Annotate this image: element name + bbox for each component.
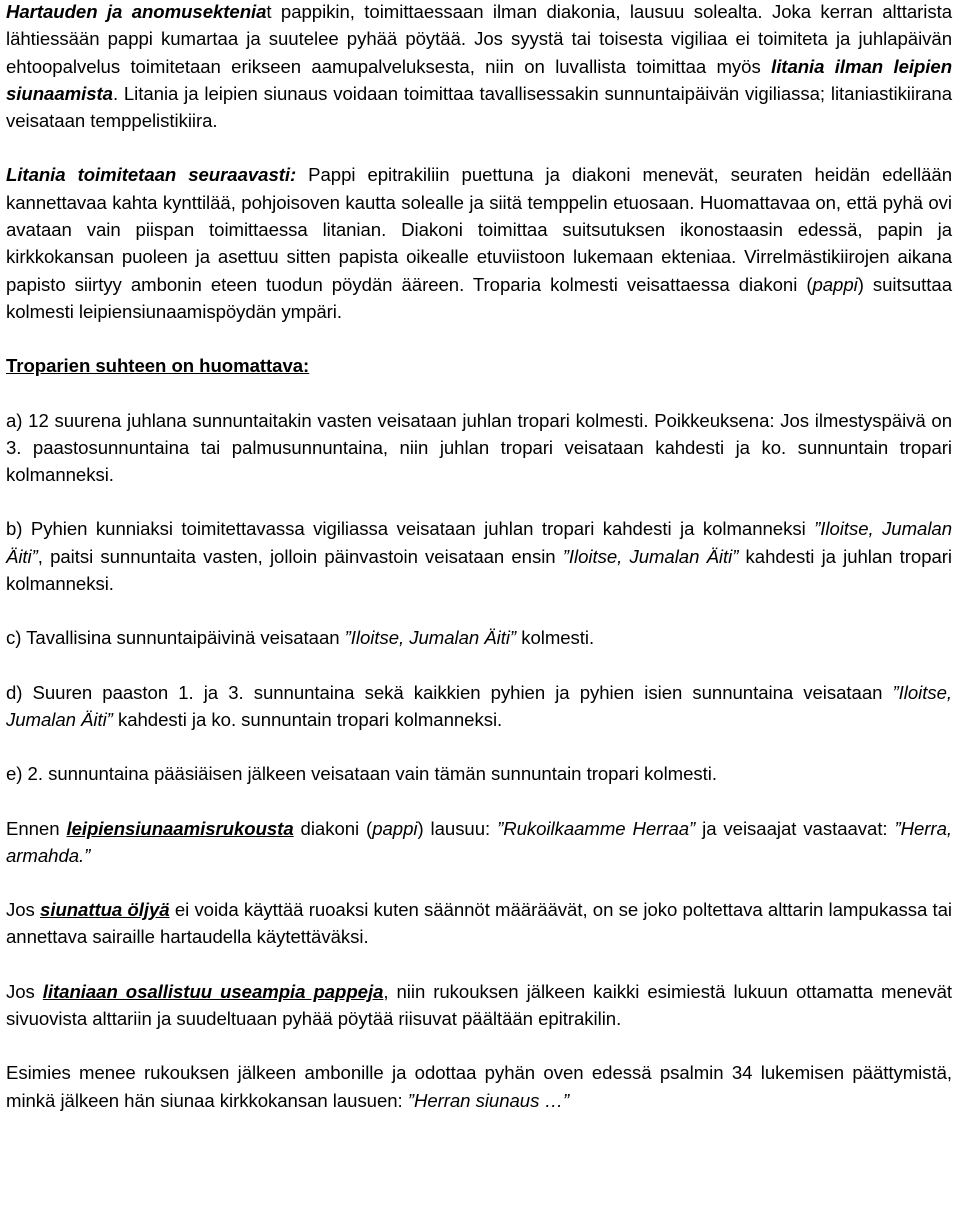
body-text: a) 12 suurena juhlana sunnuntaitakin vasten veisataan juhlan tropari kolmesti. Poikkeuksena: Jos ilmestyspäivä on 3. paastosunnuntaina tai palmusunnuntaina, niin juhlan tropari veisataan kahdesti ja ko. sunnuntain tropari kolmanneksi. xyxy=(6,409,952,486)
body-text: e) 2. sunnuntaina pääsiäisen jälkeen veisataan vain tämän sunnuntain tropari kolmesti. xyxy=(6,763,717,785)
body-text: diakoni ( xyxy=(293,817,373,839)
italic-text: ”Iloitse, Jumalan Äiti” xyxy=(562,545,739,567)
body-text: b) Pyhien kunniaksi toimitettavassa vigiliassa veisataan juhlan tropari kahdesti ja kolmanneksi xyxy=(6,518,815,540)
body-text: Esimies menee rukouksen jälkeen ambonille ja odottaa pyhän oven edessä psalmin 34 lukemisen päättymistä, minkä jälkeen hän siunaa kirkkokansan lausuen: xyxy=(6,1062,952,1111)
italic-text: ”Iloitse, Jumalan Äiti” xyxy=(344,627,517,649)
body-text: , niin rukouksen jälkeen kaikki esimiestä lukuun ottamatta menevät sivuovista alttariin ja suudeltuaan pyhää pöytää riisuvat päältään epitrakilin. xyxy=(6,980,952,1030)
emphasis-text: leipiensiunaamisrukousta xyxy=(66,817,294,839)
list-item-e xyxy=(6,760,952,787)
list-item-c xyxy=(6,624,952,651)
emphasis-text: Hartauden ja anomusektenia xyxy=(6,1,267,22)
paragraph-dismissal xyxy=(6,1059,952,1114)
italic-text: ”Iloitse, Jumalan Äiti” xyxy=(6,681,952,730)
list-item-d xyxy=(6,679,952,734)
body-text: Ennen xyxy=(6,817,67,839)
body-text: Pappi epitrakiliin puettuna ja diakoni menevät, seuraten heidän edellään kannettavaa kahta kynttilää, pohjoisoven kautta solealle ja siitä temppelin etuosaan. Huomattavaa on, että pyhä ovi avataan vain piispan toimittaessa litanian. Diakoni toimittaa suitsutuksen ikonostaasin edessä, papin ja kirkkokansan puoleen ja asettuu sitten papista oikealle etuviistoon lukemaan ekteniaa. Virrelmästikiirojen aikana papisto siirtyy ambonin eteen tuodun pöydän ääreen. Troparia kolmesti veisattaessa diakoni ( xyxy=(6,164,952,295)
list-item-a xyxy=(6,407,952,489)
body-text: . Litania ja leipien siunaus voidaan toimittaa tavallisessakin sunnuntaipäivän vigiliassa; litaniastikiirana veisataan temppelistikiira. xyxy=(6,82,952,132)
italic-text: pappi xyxy=(812,273,858,295)
body-text: c) Tavallisina sunnuntaipäivinä veisataan xyxy=(6,627,345,649)
body-text: kolmesti. xyxy=(516,627,595,649)
body-text: d) Suuren paaston 1. ja 3. sunnuntaina sekä kaikkien pyhien ja pyhien isien sunnuntaina veisataan xyxy=(6,681,893,703)
body-text: ja veisaajat vastaavat: xyxy=(695,817,895,839)
italic-text: pappi xyxy=(372,817,418,839)
italic-text: ”Herran siunaus …” xyxy=(407,1089,570,1111)
emphasis-text: litania ilman leipien siunaamista xyxy=(6,55,952,104)
paragraph-litany-intro xyxy=(6,0,952,134)
paragraph-litany-order xyxy=(6,161,952,325)
italic-text: ”Iloitse, Jumalan Äiti” xyxy=(6,518,952,567)
heading-text: Troparien suhteen on huomattava: xyxy=(6,355,310,377)
body-text: ) lausuu: xyxy=(417,817,498,839)
document-page xyxy=(6,0,952,1114)
body-text: kahdesti ja ko. sunnuntain tropari kolmanneksi. xyxy=(112,708,503,730)
paragraph-multiple-priests xyxy=(6,978,952,1033)
body-text: t pappikin, toimittaessaan ilman diakonia, lausuu solealta. Joka kerran alttarista lähtiessään pappi kumartaa ja suutelee pyhää pöytää. Jos syystä tai toisesta vigiliaa ei toimiteta ja juhlapäivän ehtoopalvelus toimitetaan erikseen aamupalveluksesta, niin on luvallista toimittaa myös xyxy=(6,1,952,77)
body-text: ei voida käyttää ruoaksi kuten säännöt määräävät, on se joko poltettava alttarin lampukassa tai annettava sairaille hartaudella käytettäväksi. xyxy=(6,899,952,948)
list-item-b xyxy=(6,515,952,597)
paragraph-blessed-oil xyxy=(6,896,952,951)
body-text: Jos xyxy=(6,899,41,921)
section-heading xyxy=(6,352,952,379)
paragraph-bread-blessing-prayer xyxy=(6,815,952,870)
emphasis-text: Litania toimitetaan seuraavasti: xyxy=(6,164,297,186)
emphasis-text: litaniaan osallistuu useampia pappeja xyxy=(42,980,384,1002)
emphasis-text: siunattua öljyä xyxy=(40,899,170,921)
body-text: kahdesti ja juhlan tropari kolmanneksi. xyxy=(6,545,953,595)
body-text: Jos xyxy=(6,980,43,1002)
body-text: ) suitsuttaa kolmesti leipiensiunaamispöydän ympäri. xyxy=(6,273,952,322)
body-text: , paitsi sunnuntaita vasten, jolloin päinvastoin veisataan ensin xyxy=(37,545,563,567)
italic-text: ”Herra, armahda.” xyxy=(6,817,952,866)
italic-text: ”Rukoilkaamme Herraa” xyxy=(497,817,696,839)
